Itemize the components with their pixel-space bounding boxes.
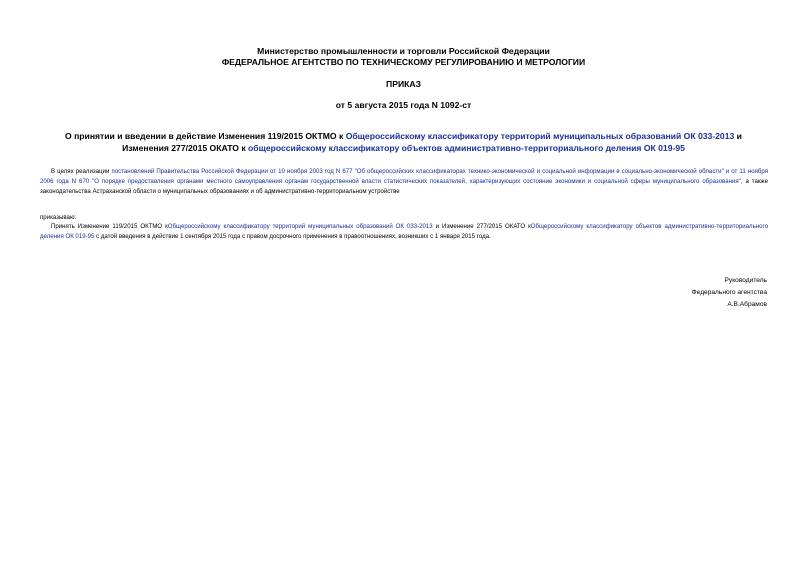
signature-block bbox=[692, 275, 767, 311]
ministry-name: Министерство промышленности и торговли Российской Федерации bbox=[257, 46, 550, 56]
intro-link-resolutions[interactable]: постановлений Правительства Российской Федерации от 10 ноября 2003 год N 677 "Об общероссийских классификаторах технико-экономической и социальной информации в социально-экономической области" и от 11 ноября 2006 года N 670 "О порядке предоставления органами местного самоуправления органам государственной власти статистических показателей, характеризующих состояние экономики и социальной сферы муниципального образования" bbox=[40, 168, 768, 185]
signature-name: А.В.Абрамов bbox=[727, 301, 767, 308]
signature-position: Руководитель bbox=[724, 277, 767, 284]
body-link-okato[interactable]: Общероссийскому классификатору объектов административно-территориального деления ОК 019-95 bbox=[40, 223, 769, 240]
intro-text-1: В целях реализации bbox=[51, 168, 112, 175]
intro-text-2: , а также законодательства Астраханской области о муниципальных образованиях и об административно-территориальном устройстве bbox=[40, 177, 768, 195]
body-text-1: Принять Изменение 119/2015 ОКТМО к bbox=[51, 223, 168, 230]
body-text-2: и Изменение 277/2015 ОКАТО к bbox=[432, 223, 531, 230]
title-link-okato[interactable]: общероссийскому классификатору объектов административно-территориального деления ОК 019-95 bbox=[248, 142, 685, 153]
body-link-oktmo[interactable]: Общероссийскому классификатору территорий муниципальных образований ОК 033-2013 bbox=[167, 223, 433, 230]
document-title bbox=[60, 131, 747, 154]
order-word: приказываю: bbox=[40, 214, 77, 221]
title-text-1: О принятии и введении в действие Изменения 119/2015 ОКТМО к bbox=[65, 131, 346, 141]
agency-name: ФЕДЕРАЛЬНОЕ АГЕНТСТВО ПО ТЕХНИЧЕСКОМУ РЕГУЛИРОВАНИЮ И МЕТРОЛОГИИ bbox=[221, 57, 586, 67]
title-link-oktmo[interactable]: Общероссийскому классификатору территорий муниципальных образований ОК 033-2013 bbox=[345, 131, 735, 141]
title-text-2: и Изменения 277/2015 ОКАТО к bbox=[122, 131, 742, 153]
doc-type: ПРИКАЗ bbox=[386, 79, 421, 89]
body-text-3: с датой введения в действие 1 сентября 2015 года с правом досрочного применения в правоотношениях, возникших с 1 января 2015 года. bbox=[94, 232, 491, 240]
intro-paragraph bbox=[40, 167, 768, 196]
body-paragraph bbox=[40, 222, 768, 242]
signature-org: Федерального агентства bbox=[691, 289, 767, 296]
doc-date: от 5 августа 2015 года N 1092-ст bbox=[335, 100, 472, 110]
